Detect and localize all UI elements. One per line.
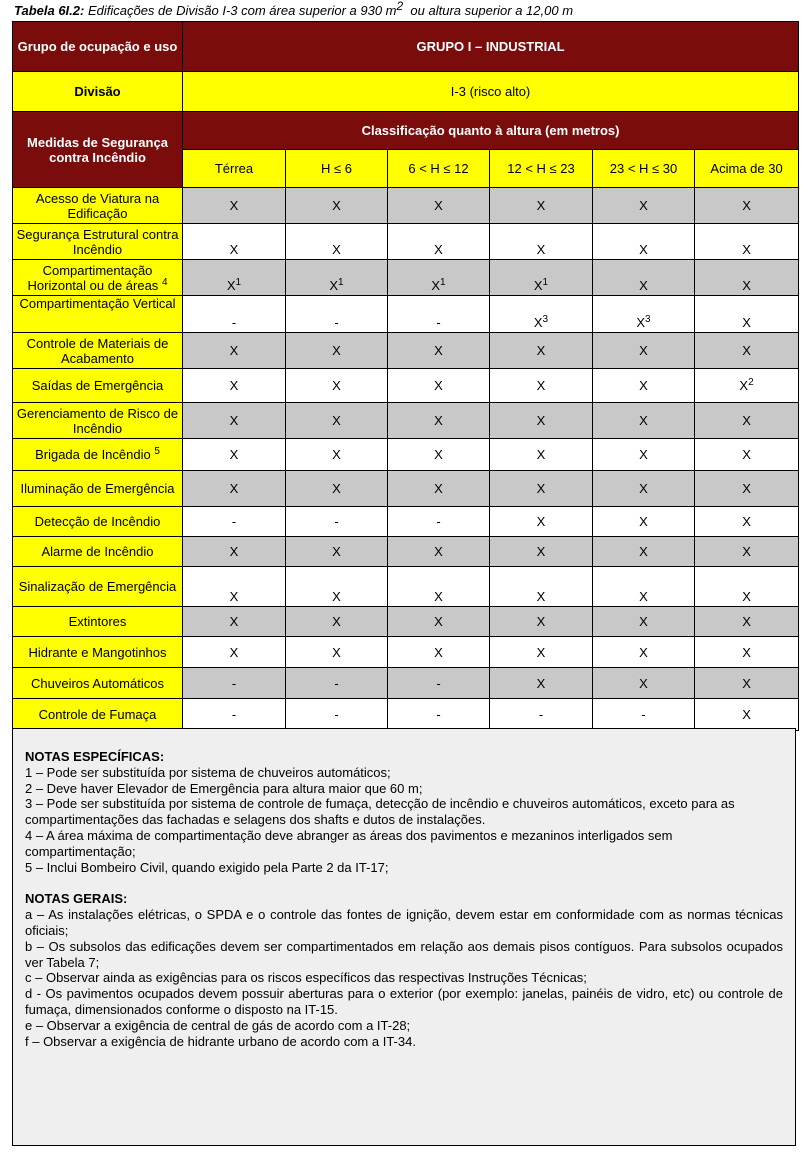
requirement-mark: X xyxy=(434,644,443,660)
requirement-mark: X xyxy=(742,644,751,660)
requirement-cell xyxy=(490,699,593,731)
requirement-mark: - xyxy=(334,514,339,529)
note-item: f – Observar a exigência de hidrante urbano de acordo com a IT-34. xyxy=(25,1033,416,1049)
requirement-mark: X xyxy=(434,242,443,257)
requirement-mark: X xyxy=(639,544,648,559)
height-header-cell: Acima de 30 xyxy=(695,150,799,188)
requirement-cell xyxy=(388,471,490,507)
requirement-cell xyxy=(490,471,593,507)
caption-text-after: ou altura superior a 12,00 m xyxy=(410,3,574,18)
requirement-cell xyxy=(593,567,695,607)
requirement-cell xyxy=(490,607,593,637)
requirement-mark: X xyxy=(639,675,648,691)
requirement-cell xyxy=(593,369,695,403)
requirement-cell xyxy=(490,403,593,439)
requirement-cell xyxy=(388,403,490,439)
requirement-cell xyxy=(286,699,388,731)
requirement-mark: X xyxy=(742,481,751,496)
note-item: e – Observar a exigência de central de gás de acordo com a IT-28; xyxy=(25,1017,411,1033)
requirement-cell xyxy=(183,607,286,637)
requirement-mark: X xyxy=(639,413,648,428)
requirement-mark: X xyxy=(536,514,546,529)
requirement-mark: - xyxy=(231,707,237,722)
requirement-cell xyxy=(183,224,286,260)
general-notes-title: NOTAS GERAIS: xyxy=(25,891,128,907)
group-value: GRUPO I – INDUSTRIAL xyxy=(183,22,799,72)
requirement-mark: X xyxy=(332,413,341,428)
requirement-note: 1 xyxy=(542,277,549,288)
requirement-mark: X xyxy=(536,413,546,428)
requirement-mark: X xyxy=(533,278,543,293)
requirement-cell xyxy=(490,668,593,699)
requirement-cell xyxy=(286,637,388,668)
height-header-cell: 6 < H ≤ 12 xyxy=(388,150,490,188)
requirement-cell xyxy=(388,668,490,699)
requirement-mark: X xyxy=(434,378,443,393)
requirement-mark: X xyxy=(742,343,751,358)
group-row xyxy=(13,22,799,72)
requirement-cell xyxy=(490,333,593,369)
height-header-cell: Térrea xyxy=(183,150,286,188)
requirement-mark: X xyxy=(434,447,443,462)
requirement-mark: X xyxy=(332,343,341,358)
note-item: 2 – Deve haver Elevador de Emergência para altura maior que 60 m; xyxy=(25,780,423,796)
requirement-cell xyxy=(286,507,388,537)
requirement-cell xyxy=(695,537,799,567)
measures-label: Medidas de Segurança contra Incêndio xyxy=(13,112,183,188)
requirement-cell xyxy=(695,260,799,296)
measure-label-text: Extintores xyxy=(68,614,127,629)
requirement-note: 3 xyxy=(645,314,651,325)
classification-row xyxy=(13,112,799,150)
table-row xyxy=(13,403,799,439)
measure-label-text: Brigada de Incêndio xyxy=(35,447,151,462)
requirement-mark: X xyxy=(332,481,341,496)
measure-label-text: Gerenciamento de Risco de Incêndio xyxy=(16,405,179,436)
requirement-mark: X xyxy=(332,544,341,559)
requirement-cell xyxy=(490,188,593,224)
requirement-cell xyxy=(695,296,799,333)
requirement-cell xyxy=(593,507,695,537)
requirement-cell xyxy=(183,567,286,607)
requirement-cell xyxy=(593,403,695,439)
requirement-cell xyxy=(593,224,695,260)
requirement-mark: X xyxy=(639,514,648,529)
table-row xyxy=(13,668,799,699)
requirement-cell xyxy=(490,439,593,471)
requirement-cell xyxy=(695,369,799,403)
table-row xyxy=(13,567,799,607)
requirement-cell xyxy=(593,471,695,507)
table-row xyxy=(13,699,799,731)
table-row xyxy=(13,224,799,260)
requirement-cell xyxy=(286,668,388,699)
measure-label-note: 5 xyxy=(154,446,160,457)
requirement-cell xyxy=(695,607,799,637)
requirement-mark: X xyxy=(434,614,443,629)
requirement-cell xyxy=(183,537,286,567)
requirement-cell xyxy=(183,507,286,537)
requirement-cell xyxy=(388,637,490,668)
requirement-cell xyxy=(183,296,286,333)
requirement-cell xyxy=(490,507,593,537)
measure-label-text: Compartimentação Horizontal ou de áreas xyxy=(27,262,159,293)
requirement-cell xyxy=(695,224,799,260)
requirement-mark: X xyxy=(742,413,751,428)
measure-label xyxy=(13,471,183,507)
requirement-cell xyxy=(695,699,799,731)
requirement-mark: X xyxy=(329,278,339,293)
measures-table xyxy=(12,21,799,731)
general-notes-list xyxy=(25,907,783,1049)
requirement-mark: - xyxy=(231,315,237,330)
requirement-cell xyxy=(286,471,388,507)
height-header-cell: H ≤ 6 xyxy=(286,150,388,188)
requirement-cell xyxy=(183,439,286,471)
requirement-cell xyxy=(490,224,593,260)
requirement-cell xyxy=(593,668,695,699)
requirement-mark: X xyxy=(434,343,443,358)
requirement-cell xyxy=(286,537,388,567)
note-item: c – Observar ainda as exigências para os riscos específicos das respectivas Instruções Técnicas; xyxy=(25,970,587,986)
requirement-cell xyxy=(183,699,286,731)
requirement-mark: X xyxy=(533,315,543,330)
requirement-mark: X xyxy=(742,278,751,293)
measure-label-text: Acesso de Viatura na Edificação xyxy=(35,190,160,221)
measure-label-text: Iluminação de Emergência xyxy=(20,481,175,496)
requirement-mark: - xyxy=(538,707,544,722)
table-row xyxy=(13,333,799,369)
requirement-mark: X xyxy=(536,198,546,213)
requirement-mark: X xyxy=(229,242,239,257)
requirement-mark: X xyxy=(229,644,239,660)
requirement-mark: X xyxy=(229,378,239,393)
table-row xyxy=(13,296,799,333)
requirement-cell xyxy=(490,567,593,607)
requirement-mark: - xyxy=(436,514,441,529)
notes-box xyxy=(12,728,796,1146)
requirement-cell xyxy=(388,537,490,567)
requirement-mark: X xyxy=(639,644,648,660)
requirement-cell xyxy=(388,260,490,296)
requirement-cell xyxy=(183,637,286,668)
requirement-note: 1 xyxy=(440,277,446,288)
requirement-mark: X xyxy=(332,242,341,257)
requirement-mark: - xyxy=(334,707,339,722)
requirement-cell xyxy=(286,403,388,439)
division-row xyxy=(13,72,799,112)
requirement-cell xyxy=(183,333,286,369)
table-row xyxy=(13,439,799,471)
note-item: 3 – Pode ser substituída por sistema de controle de fumaça, detecção de incêndio e chuveiros automáticos, exceto para as compartimentações das fachadas e selagens dos shafts e dutos de instalações. xyxy=(25,796,735,828)
measure-label-text: Detecção de Incêndio xyxy=(34,514,161,529)
requirement-cell xyxy=(388,699,490,731)
requirement-mark: X xyxy=(434,198,443,213)
requirement-mark: X xyxy=(332,589,341,604)
requirement-cell xyxy=(593,537,695,567)
requirement-cell xyxy=(183,369,286,403)
height-header-cell: 12 < H ≤ 23 xyxy=(490,150,593,188)
note-item: 4 – A área máxima de compartimentação deve abranger as áreas dos pavimentos e mezaninos interligados sem compartimentação; xyxy=(25,827,673,859)
measure-label-text: Saídas de Emergência xyxy=(31,378,164,393)
requirement-mark: X xyxy=(742,589,751,604)
requirement-mark: X xyxy=(742,614,751,629)
requirement-cell xyxy=(286,439,388,471)
requirement-mark: - xyxy=(641,707,646,722)
measure-label-text: Segurança Estrutural contra Incêndio xyxy=(16,226,179,257)
requirement-cell xyxy=(286,224,388,260)
measure-label xyxy=(13,507,183,537)
requirement-cell xyxy=(490,537,593,567)
measure-label xyxy=(13,537,183,567)
table-row xyxy=(13,471,799,507)
note-item: d - Os pavimentos ocupados devem possuir aberturas para o exterior (por exemplo: janelas, painéis de vidro, etc) ou controle de fumaça, dimensionados conforme o disposto na IT-15. xyxy=(25,986,783,1017)
requirement-cell xyxy=(695,403,799,439)
requirement-mark: - xyxy=(231,675,237,691)
requirement-cell xyxy=(695,439,799,471)
requirement-mark: X xyxy=(536,675,546,691)
requirement-cell xyxy=(388,188,490,224)
requirement-cell xyxy=(695,567,799,607)
requirement-cell xyxy=(695,637,799,668)
measure-label-text: Alarme de Incêndio xyxy=(41,544,154,559)
requirement-cell xyxy=(695,471,799,507)
requirement-mark: - xyxy=(231,514,237,529)
requirement-cell xyxy=(593,607,695,637)
requirement-mark: X xyxy=(639,343,648,358)
requirement-note: 2 xyxy=(748,377,754,388)
measure-label xyxy=(13,224,183,260)
measure-label xyxy=(13,296,183,333)
requirement-cell xyxy=(286,607,388,637)
requirement-mark: X xyxy=(434,589,443,604)
requirement-cell xyxy=(490,637,593,668)
requirement-cell xyxy=(286,369,388,403)
requirement-mark: X xyxy=(332,198,341,213)
requirement-mark: X xyxy=(332,614,341,629)
group-label: Grupo de ocupação e uso xyxy=(13,22,183,72)
classification-label: Classificação quanto à altura (em metros) xyxy=(183,112,799,150)
measure-label xyxy=(13,637,183,668)
table-row xyxy=(13,537,799,567)
requirement-mark: X xyxy=(536,242,546,257)
requirement-cell xyxy=(388,369,490,403)
requirement-cell xyxy=(388,224,490,260)
measure-label xyxy=(13,188,183,224)
specific-notes-title: NOTAS ESPECÍFICAS: xyxy=(25,749,165,764)
requirement-cell xyxy=(286,333,388,369)
note-item: 1 – Pode ser substituída por sistema de chuveiros automáticos; xyxy=(25,764,391,780)
measure-label xyxy=(13,567,183,607)
requirement-mark: X xyxy=(229,589,239,604)
requirement-cell xyxy=(490,369,593,403)
requirement-cell xyxy=(183,471,286,507)
measure-label-text: Hidrante e Mangotinhos xyxy=(28,644,167,660)
division-label: Divisão xyxy=(13,72,183,112)
requirement-cell xyxy=(388,567,490,607)
requirement-mark: X xyxy=(229,198,239,213)
requirement-cell xyxy=(695,668,799,699)
requirement-mark: X xyxy=(636,315,646,330)
requirement-mark: X xyxy=(536,544,546,559)
requirement-cell xyxy=(183,403,286,439)
requirement-mark: X xyxy=(639,614,648,629)
table-row xyxy=(13,188,799,224)
requirement-mark: X xyxy=(742,242,751,257)
table-row xyxy=(13,607,799,637)
requirement-mark: X xyxy=(639,242,648,257)
measure-label-text: Compartimentação Vertical xyxy=(19,296,176,311)
requirement-mark: X xyxy=(536,644,546,660)
requirement-mark: X xyxy=(536,378,546,393)
requirement-cell xyxy=(286,567,388,607)
requirement-mark: - xyxy=(334,675,339,691)
requirement-mark: X xyxy=(229,614,239,629)
requirement-cell xyxy=(388,507,490,537)
requirement-mark: X xyxy=(332,447,341,462)
requirement-mark: X xyxy=(639,589,648,604)
requirement-mark: X xyxy=(639,378,648,393)
requirement-mark: X xyxy=(434,544,443,559)
requirement-mark: X xyxy=(742,675,751,691)
measure-label xyxy=(13,439,183,471)
requirement-cell xyxy=(388,607,490,637)
note-item: a – As instalações elétricas, o SPDA e o controle das fontes de ignição, devem estar em conformidade com as normas técnicas oficiais; xyxy=(25,907,783,938)
measure-label xyxy=(13,260,183,296)
caption-text: Edificações de Divisão I-3 com área superior a 930 m xyxy=(87,3,397,18)
note-item: b – Os subsolos das edificações devem ser compartimentados em relação aos demais pisos contíguos. Para subsolos ocupados ver Tabela 7; xyxy=(25,938,783,970)
requirement-mark: - xyxy=(436,675,441,691)
requirement-cell xyxy=(593,260,695,296)
measure-label xyxy=(13,369,183,403)
requirement-cell xyxy=(593,699,695,731)
requirement-mark: X xyxy=(742,514,751,529)
requirement-mark: X xyxy=(742,198,751,213)
requirement-mark: X xyxy=(536,343,546,358)
note-item: 5 – Inclui Bombeiro Civil, quando exigido pela Parte 2 da IT-17; xyxy=(25,859,389,875)
requirement-cell xyxy=(183,668,286,699)
requirement-mark: X xyxy=(536,614,546,629)
measure-label-text: Controle de Fumaça xyxy=(38,707,157,722)
measure-label xyxy=(13,699,183,731)
division-value: I-3 (risco alto) xyxy=(183,72,799,112)
requirement-mark: X xyxy=(536,447,546,462)
requirement-note: 3 xyxy=(542,314,549,325)
table-row xyxy=(13,637,799,668)
requirement-mark: X xyxy=(434,413,443,428)
measure-label xyxy=(13,403,183,439)
caption-label: Tabela 6I.2: xyxy=(14,3,85,18)
table-row xyxy=(13,260,799,296)
requirement-mark: X xyxy=(639,198,648,213)
requirement-mark: X xyxy=(332,378,341,393)
requirement-mark: X xyxy=(229,413,239,428)
requirement-mark: X xyxy=(229,481,239,496)
requirement-cell xyxy=(388,439,490,471)
requirement-cell xyxy=(286,296,388,333)
requirement-cell xyxy=(695,188,799,224)
requirement-cell xyxy=(183,260,286,296)
requirement-cell xyxy=(593,439,695,471)
height-header-cell: 23 < H ≤ 30 xyxy=(593,150,695,188)
requirement-cell xyxy=(593,296,695,333)
measure-label-text: Sinalização de Emergência xyxy=(18,579,177,594)
table-row xyxy=(13,507,799,537)
requirement-cell xyxy=(593,188,695,224)
requirement-mark: X xyxy=(742,544,751,559)
requirement-mark: X xyxy=(639,278,648,293)
table-caption xyxy=(14,0,574,18)
requirement-mark: X xyxy=(639,481,648,496)
requirement-mark: - xyxy=(436,707,441,722)
requirement-mark: X xyxy=(332,644,341,660)
requirement-mark: X xyxy=(229,343,239,358)
requirement-cell xyxy=(490,296,593,333)
requirement-mark: X xyxy=(742,315,751,330)
requirement-note: 1 xyxy=(235,277,242,288)
requirement-mark: - xyxy=(436,315,441,330)
requirement-mark: X xyxy=(536,589,546,604)
requirement-mark: X xyxy=(742,447,751,462)
requirement-cell xyxy=(593,637,695,668)
requirement-cell xyxy=(490,260,593,296)
measure-label-text: Chuveiros Automáticos xyxy=(31,675,164,691)
requirement-cell xyxy=(388,333,490,369)
requirement-mark: X xyxy=(536,481,546,496)
measure-label xyxy=(13,607,183,637)
requirement-cell xyxy=(286,260,388,296)
caption-superscript: 2 xyxy=(396,0,404,13)
requirement-mark: X xyxy=(434,481,443,496)
measure-label-note: 4 xyxy=(161,276,168,288)
requirement-mark: X xyxy=(229,447,239,462)
requirement-mark: X xyxy=(639,447,648,462)
requirement-cell xyxy=(388,296,490,333)
requirement-mark: X xyxy=(229,544,239,559)
measure-label xyxy=(13,333,183,369)
requirement-cell xyxy=(695,333,799,369)
requirement-mark: X xyxy=(226,278,236,293)
measure-label-text: Controle de Materiais de Acabamento xyxy=(26,335,169,366)
requirement-note: 1 xyxy=(338,277,344,288)
requirement-mark: X xyxy=(742,707,751,722)
specific-notes-list xyxy=(25,765,783,876)
requirement-mark: X xyxy=(739,378,749,393)
requirement-cell xyxy=(695,507,799,537)
requirement-cell xyxy=(286,188,388,224)
requirement-mark: - xyxy=(334,315,339,330)
measure-label xyxy=(13,668,183,699)
requirement-cell xyxy=(593,333,695,369)
table-row xyxy=(13,369,799,403)
requirement-cell xyxy=(183,188,286,224)
requirement-mark: X xyxy=(431,278,441,293)
